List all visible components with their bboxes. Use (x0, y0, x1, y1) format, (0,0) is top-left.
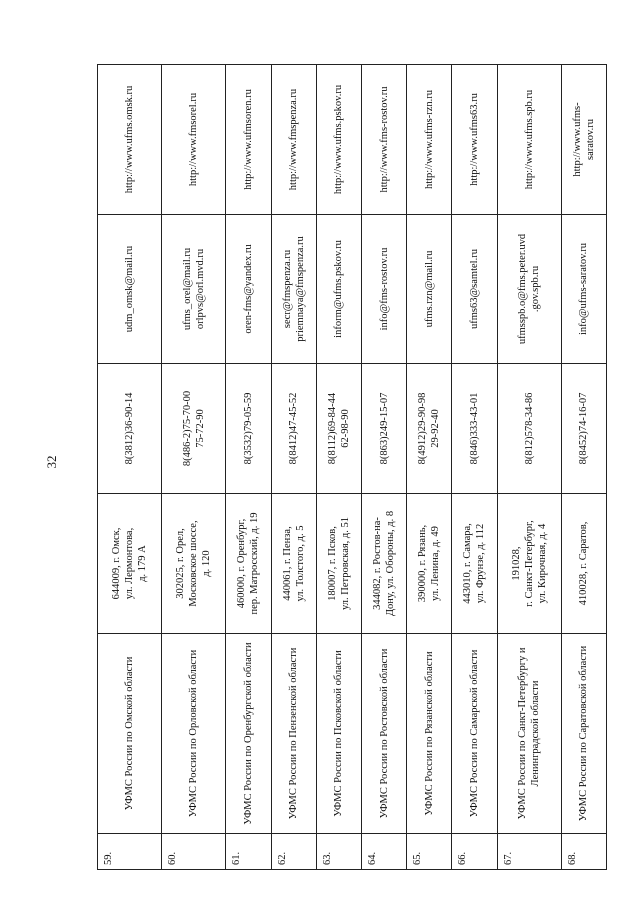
table-row (271, 65, 316, 870)
website-cell (361, 65, 406, 215)
email-cell (162, 215, 226, 364)
row-number-cell: 62. (271, 834, 316, 870)
website-cell (226, 65, 271, 215)
office-name-cell: УФМС России по Псковской области (316, 634, 361, 834)
address-cell (361, 494, 406, 634)
address-line: 644009, г. Омск, (110, 527, 122, 600)
address-line: ул. Кирочная, д. 4 (536, 523, 548, 604)
website-cell (497, 65, 561, 215)
website-line: http://www.fms-rostov.ru (378, 86, 390, 193)
email-cell (407, 215, 452, 364)
address-line: ул. Ленина, д. 49 (430, 526, 442, 601)
address-line: ул. Толстого, д. 5 (294, 525, 306, 602)
phone-cell (98, 364, 162, 494)
email-cell (497, 215, 561, 364)
address-line: ул. Лермонтова, (124, 527, 136, 600)
address-cell (271, 494, 316, 634)
table-row (316, 65, 361, 870)
table-row (162, 65, 226, 870)
email-cell (361, 215, 406, 364)
phone-line: 8(863)249-15-07 (378, 392, 390, 465)
email-line: ufms.rzn@mail.ru (423, 250, 435, 328)
phone-line: 8(3812)36-90-14 (124, 392, 136, 465)
row-number-cell: 67. (497, 834, 561, 870)
office-name-cell: УФМС России по Саратовской области (561, 634, 606, 834)
row-number-cell: 59. (98, 834, 162, 870)
row-number-cell: 65. (407, 834, 452, 870)
website-line: http://www.ufms.omsk.ru (124, 85, 136, 194)
address-line: 191028, (510, 546, 522, 581)
website-line: http://www.ufms- (571, 102, 583, 177)
address-cell (561, 494, 606, 634)
phone-line: 8(8412)47-45-52 (288, 392, 300, 465)
website-line: http://www.fmspenza.ru (288, 88, 300, 191)
address-cell (316, 494, 361, 634)
address-line: 344082, г. Ростов-на- (371, 517, 383, 610)
phone-cell (452, 364, 497, 494)
address-line: 460000, г. Оренбург, (236, 518, 248, 609)
phone-cell (162, 364, 226, 494)
address-line: Дону, ул. Обороны, д. 8 (385, 510, 397, 617)
address-line: 410028, г. Саратов, (578, 521, 590, 606)
table-row (561, 65, 606, 870)
row-number-cell: 60. (162, 834, 226, 870)
website-line: http://www.ufms63.ru (468, 93, 480, 186)
table-body (98, 65, 607, 870)
address-cell (452, 494, 497, 634)
email-cell (226, 215, 271, 364)
phone-line: 8(486-2)75-70-00 (181, 390, 193, 467)
address-line: 180007, г. Псков, (326, 526, 338, 601)
ufms-offices-table (97, 64, 607, 870)
phone-line: 62-98-90 (339, 409, 351, 448)
office-name-cell: УФМС России по Рязанской области (407, 634, 452, 834)
phone-cell (271, 364, 316, 494)
table-row (226, 65, 271, 870)
address-cell (98, 494, 162, 634)
phone-line: 8(8452)74-16-07 (578, 392, 590, 465)
website-cell (316, 65, 361, 215)
table-row (407, 65, 452, 870)
email-line: info@ufms-saratov.ru (578, 242, 590, 336)
email-line: udm_omsk@mail.ru (124, 245, 136, 333)
website-line: http://www.ufms.pskov.ru (333, 84, 345, 195)
row-number-cell: 66. (452, 834, 497, 870)
email-line: secr@fmspenza.ru (281, 249, 293, 329)
website-cell (452, 65, 497, 215)
email-cell (561, 215, 606, 364)
email-cell (316, 215, 361, 364)
email-cell (271, 215, 316, 364)
phone-line: 8(812)578-34-86 (523, 392, 535, 465)
email-line: info@fms-rostov.ru (378, 247, 390, 331)
address-line: д. 120 (201, 550, 213, 577)
office-name-cell: УФМС России по Омской области (98, 634, 162, 834)
email-line: ufmsspb.o@fms.peter.uvd (517, 233, 529, 345)
phone-cell (316, 364, 361, 494)
website-cell (561, 65, 606, 215)
email-line: priemnaya@fmspenza.ru (294, 236, 306, 342)
address-line: ул. Фрунзе, д. 112 (475, 523, 487, 604)
website-line: http://www.ufms.spb.ru (523, 89, 535, 190)
email-line: ufms63@samtel.ru (468, 249, 480, 329)
website-line: http://www.fmsorel.ru (188, 92, 200, 187)
table-row (452, 65, 497, 870)
row-number-cell: 68. (561, 834, 606, 870)
email-line: ufms_orel@mail.ru (181, 247, 193, 331)
email-line: orlpvs@orl.mvd.ru (194, 248, 206, 330)
website-line: http://www.ufmsoren.ru (242, 89, 254, 190)
website-cell (162, 65, 226, 215)
address-cell (497, 494, 561, 634)
address-line: 443010, г. Самара, (462, 523, 474, 604)
address-cell (162, 494, 226, 634)
phone-cell (561, 364, 606, 494)
phone-cell (407, 364, 452, 494)
email-cell (98, 215, 162, 364)
address-line: 390000, г. Рязань, (417, 524, 429, 603)
website-cell (98, 65, 162, 215)
address-line: Московское шоссе, (188, 520, 200, 607)
address-cell (226, 494, 271, 634)
email-line: inform@ufms.pskov.ru (333, 240, 345, 338)
website-cell (407, 65, 452, 215)
phone-cell (497, 364, 561, 494)
office-name-cell: УФМС России по Санкт-Петербургу и Ленинградской области (497, 634, 561, 834)
office-name-cell: УФМС России по Самарской области (452, 634, 497, 834)
phone-cell (361, 364, 406, 494)
office-name-cell: УФМС России по Оренбургской области (226, 634, 271, 834)
address-line: д. 179 А (137, 545, 149, 582)
phone-line: 75-72-90 (194, 409, 206, 448)
phone-cell (226, 364, 271, 494)
rotated-table-wrapper (97, 65, 607, 870)
row-number-cell: 61. (226, 834, 271, 870)
table-row (497, 65, 561, 870)
address-line: 302025, г. Орел, (175, 528, 187, 599)
phone-line: 8(8112)69-84-44 (326, 392, 338, 465)
phone-line: 8(846)333-43-01 (468, 392, 480, 465)
phone-line: 8(4912)29-90-98 (417, 392, 429, 465)
address-line: 440061, г. Пенза, (281, 526, 293, 601)
office-name-cell: УФМС России по Пензенской области (271, 634, 316, 834)
office-name-cell: УФМС России по Орловской области (162, 634, 226, 834)
address-line: ул. Петровская, д. 51 (339, 516, 351, 611)
table-row (361, 65, 406, 870)
email-line: oren-fms@yandex.ru (242, 244, 254, 334)
page-number: 32 (44, 455, 59, 469)
row-number-cell: 64. (361, 834, 406, 870)
phone-line: 29-92-40 (430, 409, 442, 448)
address-line: г. Санкт-Петербург, (523, 520, 535, 607)
website-line: saratov.ru (584, 119, 596, 161)
email-line: .gov.spb.ru (530, 265, 542, 313)
row-number-cell: 63. (316, 834, 361, 870)
address-line: пер. Матросский, д. 19 (249, 512, 261, 615)
website-line: http://www.ufms-rzn.ru (423, 89, 435, 190)
table-row (98, 65, 162, 870)
email-cell (452, 215, 497, 364)
office-name-cell: УФМС России по Ростовской области (361, 634, 406, 834)
phone-line: 8(3532)79-05-59 (242, 392, 254, 465)
website-cell (271, 65, 316, 215)
address-cell (407, 494, 452, 634)
